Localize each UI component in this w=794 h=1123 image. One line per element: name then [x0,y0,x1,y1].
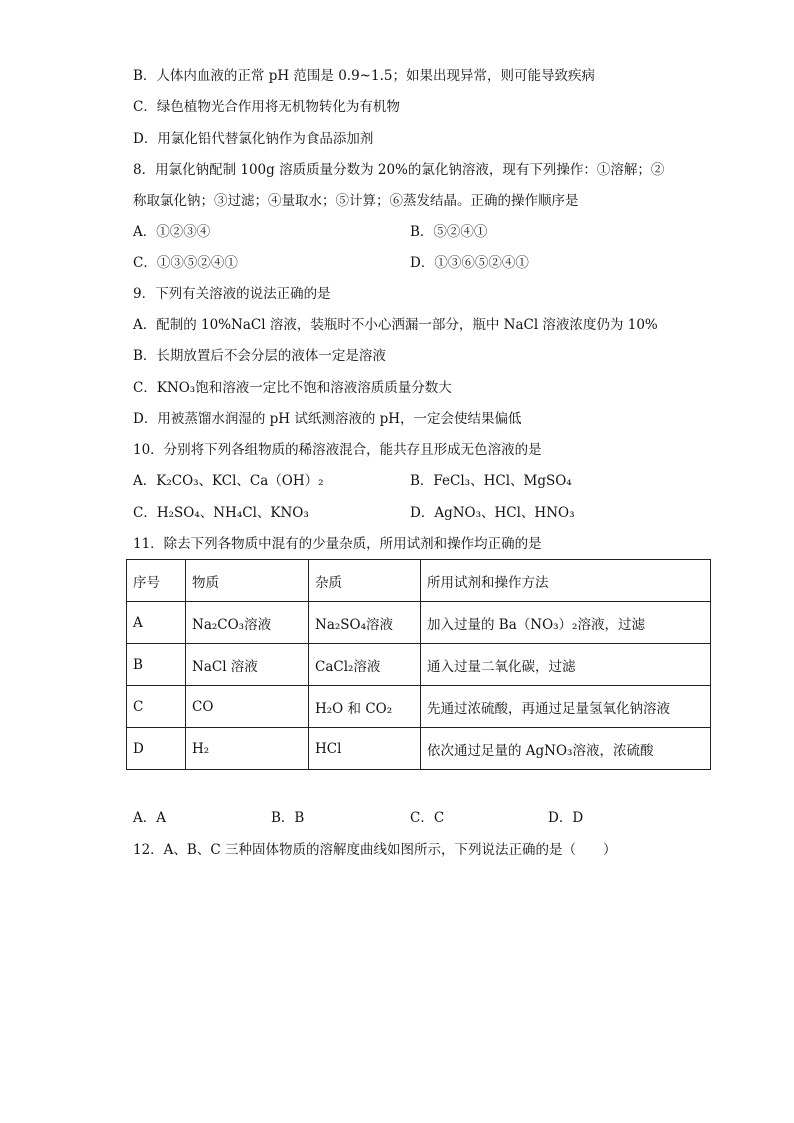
table-cell: HCl [309,728,421,770]
table-cell: 加入过量的 Ba（NO₃）₂溶液，过滤 [421,602,711,644]
q12-stem: 12．A、B、C 三种固体物质的溶解度曲线如图所示，下列说法正确的是（ ） [133,842,617,858]
table-header-cell: 物质 [186,560,309,602]
q9-stem: 9．下列有关溶液的说法正确的是 [133,286,331,302]
q11-option-c: C．C [410,810,445,826]
table-header-cell: 杂质 [309,560,421,602]
q8-stem-line2: 称取氯化钠；③过滤；④量取水；⑤计算；⑥蒸发结晶。正确的操作顺序是 [133,193,579,209]
table-cell: H₂O 和 CO₂ [309,686,421,728]
q11-stem: 11．除去下列各物质中混有的少量杂质，所用试剂和操作均正确的是 [133,536,542,552]
q8-option-b: B．⑤②④① [410,224,488,240]
q9-option-b: B．长期放置后不会分层的液体一定是溶液 [133,348,386,364]
table-header-cell: 序号 [127,560,186,602]
q10-option-a: A．K₂CO₃、KCl、Ca（OH）₂ [133,473,324,489]
table-cell: CO [186,686,309,728]
table-cell: 先通过浓硫酸，再通过足量氢氧化钠溶液 [421,686,711,728]
q7-option-c: C．绿色植物光合作用将无机物转化为有机物 [133,99,400,115]
table-row [127,644,711,686]
q11-table [126,559,711,770]
table-cell: CaCl₂溶液 [309,644,421,686]
q11-option-b: B．B [271,810,305,826]
table-cell: 依次通过足量的 AgNO₃溶液，浓硫酸 [421,728,711,770]
q10-stem: 10．分别将下列各组物质的稀溶液混合，能共存且形成无色溶液的是 [133,442,542,458]
q8-option-c: C．①③⑤②④① [133,255,238,271]
table-cell: NaCl 溶液 [186,644,309,686]
table-header-row [127,560,711,602]
q8-option-d: D．①③⑥⑤②④① [410,255,529,271]
table-cell: H₂ [186,728,309,770]
q7-option-b: B．人体内血液的正常 pH 范围是 0.9~1.5；如果出现异常，则可能导致疾病 [133,68,595,84]
q8-stem-line1: 8．用氯化钠配制 100g 溶质质量分数为 20%的氯化钠溶液，现有下列操作：①溶解；② [133,162,665,178]
q11-option-d: D．D [548,810,584,826]
q10-option-c: C．H₂SO₄、NH₄Cl、KNO₃ [133,505,309,521]
q9-option-c: C．KNO₃饱和溶液一定比不饱和溶液溶质质量分数大 [133,380,452,396]
table-cell: D [127,728,186,770]
table-cell: Na₂CO₃溶液 [186,602,309,644]
q9-option-a: A．配制的 10%NaCl 溶液，装瓶时不小心洒漏一部分，瓶中 NaCl 溶液浓度仍为 10% [133,317,658,333]
q7-option-d: D．用氯化铅代替氯化钠作为食品添加剂 [133,131,374,147]
table-cell: A [127,602,186,644]
table-row [127,686,711,728]
q10-option-b: B．FeCl₃、HCl、MgSO₄ [410,473,572,489]
table-cell: 通入过量二氧化碳，过滤 [421,644,711,686]
q9-option-d: D．用被蒸馏水润湿的 pH 试纸测溶液的 pH，一定会使结果偏低 [133,411,522,427]
q10-option-d: D．AgNO₃、HCl、HNO₃ [410,505,575,521]
table-cell: B [127,644,186,686]
table-cell: Na₂SO₄溶液 [309,602,421,644]
q8-option-a: A．①②③④ [133,224,211,240]
table-row [127,602,711,644]
table-header-cell: 所用试剂和操作方法 [421,560,711,602]
table-cell: C [127,686,186,728]
table-row [127,728,711,770]
q11-option-a: A．A [133,810,166,826]
